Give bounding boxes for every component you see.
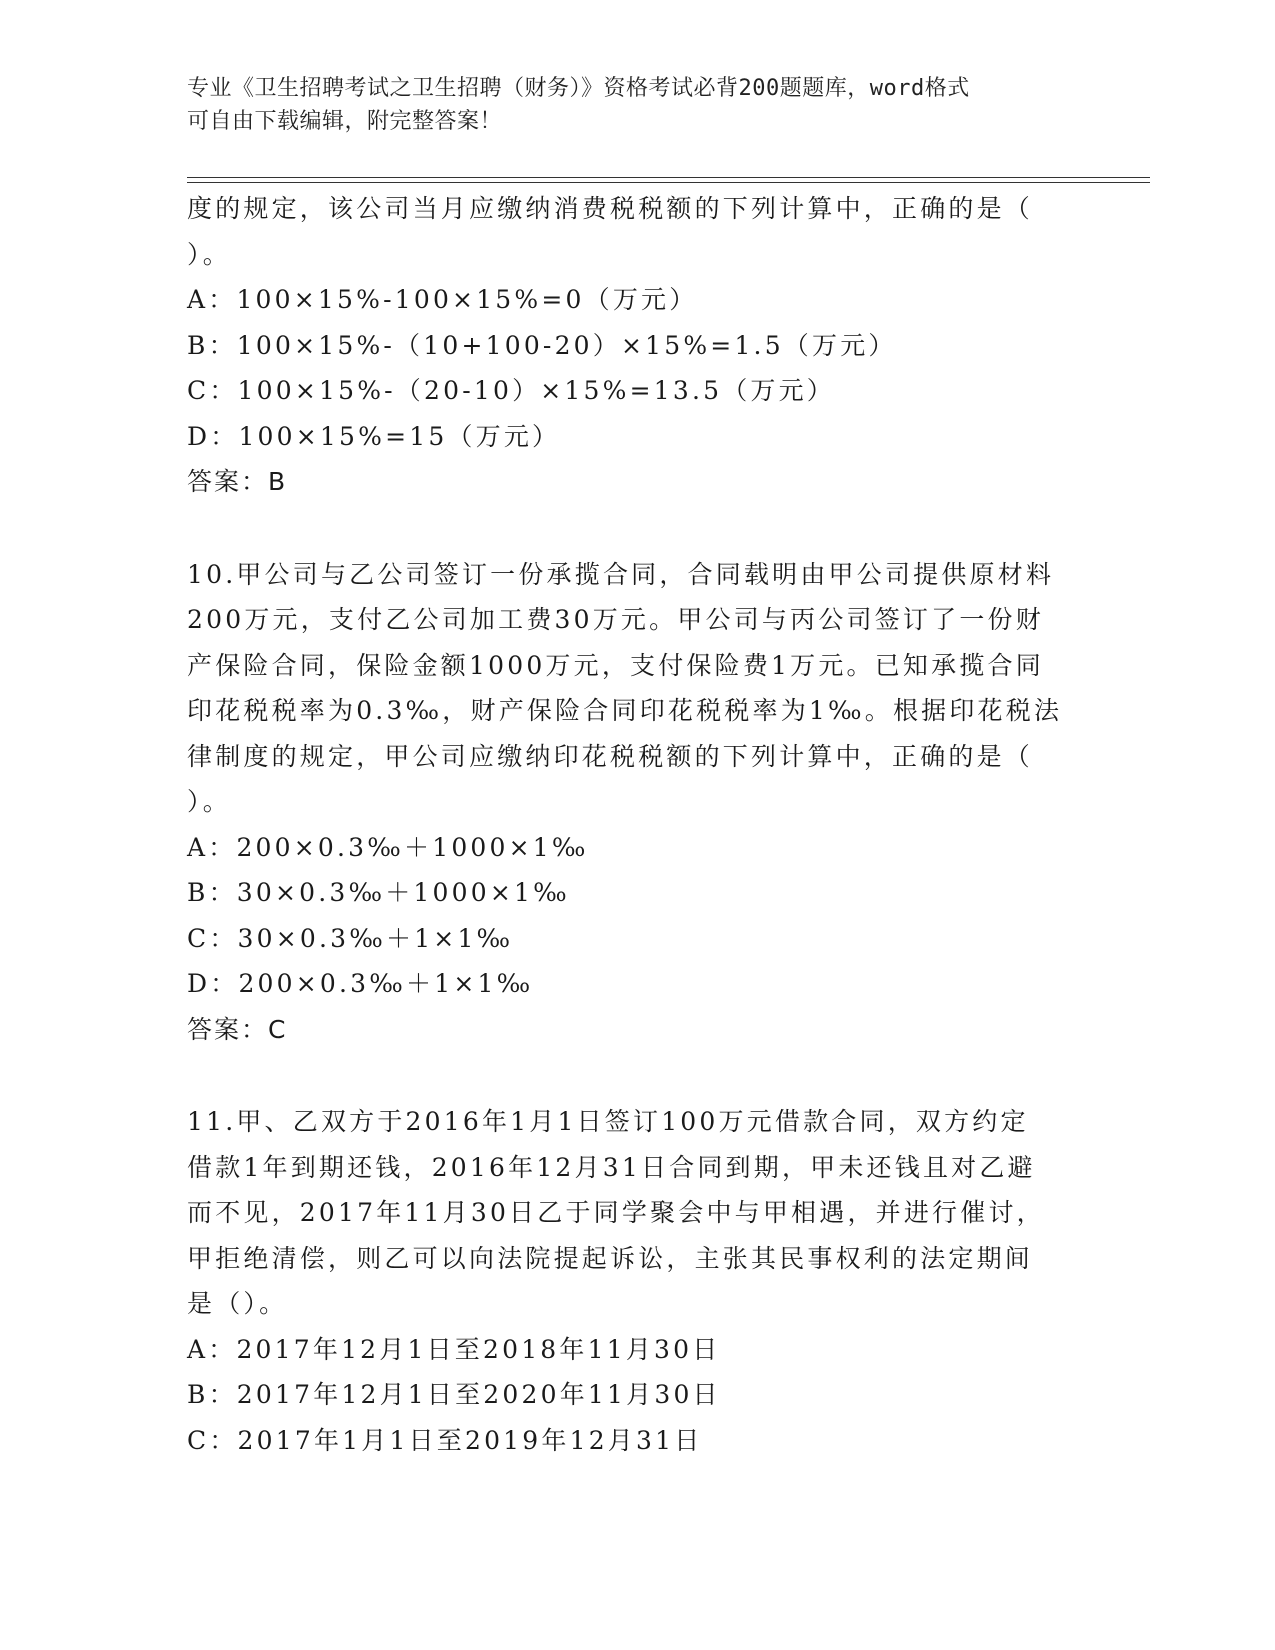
header-title-line-1: 专业《卫生招聘考试之卫生招聘（财务）》资格考试必背200题题库，word格式 [187, 76, 970, 101]
question-stem-line: 200万元，支付乙公司加工费30万元。甲公司与丙公司签订了一份财 [187, 605, 1044, 634]
question-stem-line: 10.甲公司与乙公司签订一份承揽合同，合同载明由甲公司提供原材料 [187, 559, 1055, 589]
option-d: D：100×15%=15（万元） [187, 421, 561, 451]
header-double-rule [187, 177, 1150, 183]
question-stem-line: 借款1年到期还钱，2016年12月31日合同到期，甲未还钱且对乙避 [187, 1152, 1036, 1182]
option-b: B：2017年12月1日至2020年11月30日 [187, 1380, 721, 1409]
question-stem-line: 甲拒绝清偿，则乙可以向法院提起诉讼，主张其民事权利的法定期间 [187, 1243, 1034, 1273]
question-stem-line: 印花税税率为0.3‰，财产保险合同印花税税率为1‰。根据印花税法 [187, 696, 1063, 725]
question-stem-line: 度的规定，该公司当月应缴纳消费税税额的下列计算中，正确的是（ [187, 194, 1034, 223]
header-title-line-2: 可自由下载编辑，附完整答案！ [187, 109, 503, 134]
question-11 [187, 1099, 1087, 1463]
option-c: C：2017年1月1日至2019年12月31日 [187, 1425, 703, 1455]
option-b: B：30×0.3‰＋1000×1‰ [187, 878, 570, 907]
option-b: B：100×15%-（10+100-20）×15%=1.5（万元） [187, 330, 897, 360]
question-9 [187, 186, 1087, 505]
option-a: A：2017年12月1日至2018年11月30日 [187, 1334, 721, 1364]
answer-line: 答案：C [187, 1014, 288, 1044]
option-c: C：100×15%-（20-10）×15%=13.5（万元） [187, 376, 836, 405]
option-a: A：100×15%-100×15%=0（万元） [187, 285, 698, 314]
question-stem-line: ）。 [187, 239, 231, 269]
question-spacer [187, 1052, 1087, 1099]
question-stem-line: 产保险合同，保险金额1000万元，支付保险费1万元。已知承揽合同 [187, 650, 1044, 680]
question-stem-line: 是（）。 [187, 1289, 288, 1318]
question-10 [187, 552, 1087, 1053]
question-stem-line: ）。 [187, 787, 231, 816]
document-body [187, 186, 1087, 1463]
question-stem-line: 11.甲、乙双方于2016年1月1日签订100万元借款合同，双方约定 [187, 1107, 1029, 1136]
answer-line: 答案：B [187, 467, 288, 496]
option-a: A：200×0.3‰＋1000×1‰ [187, 832, 589, 862]
option-d: D：200×0.3‰＋1×1‰ [187, 969, 534, 998]
page-header [187, 72, 1067, 138]
option-c: C：30×0.3‰＋1×1‰ [187, 923, 514, 953]
question-spacer [187, 505, 1087, 552]
question-stem-line: 而不见，2017年11月30日乙于同学聚会中与甲相遇，并进行催讨， [187, 1198, 1045, 1227]
question-stem-line: 律制度的规定，甲公司应缴纳印花税税额的下列计算中，正确的是（ [187, 741, 1034, 771]
